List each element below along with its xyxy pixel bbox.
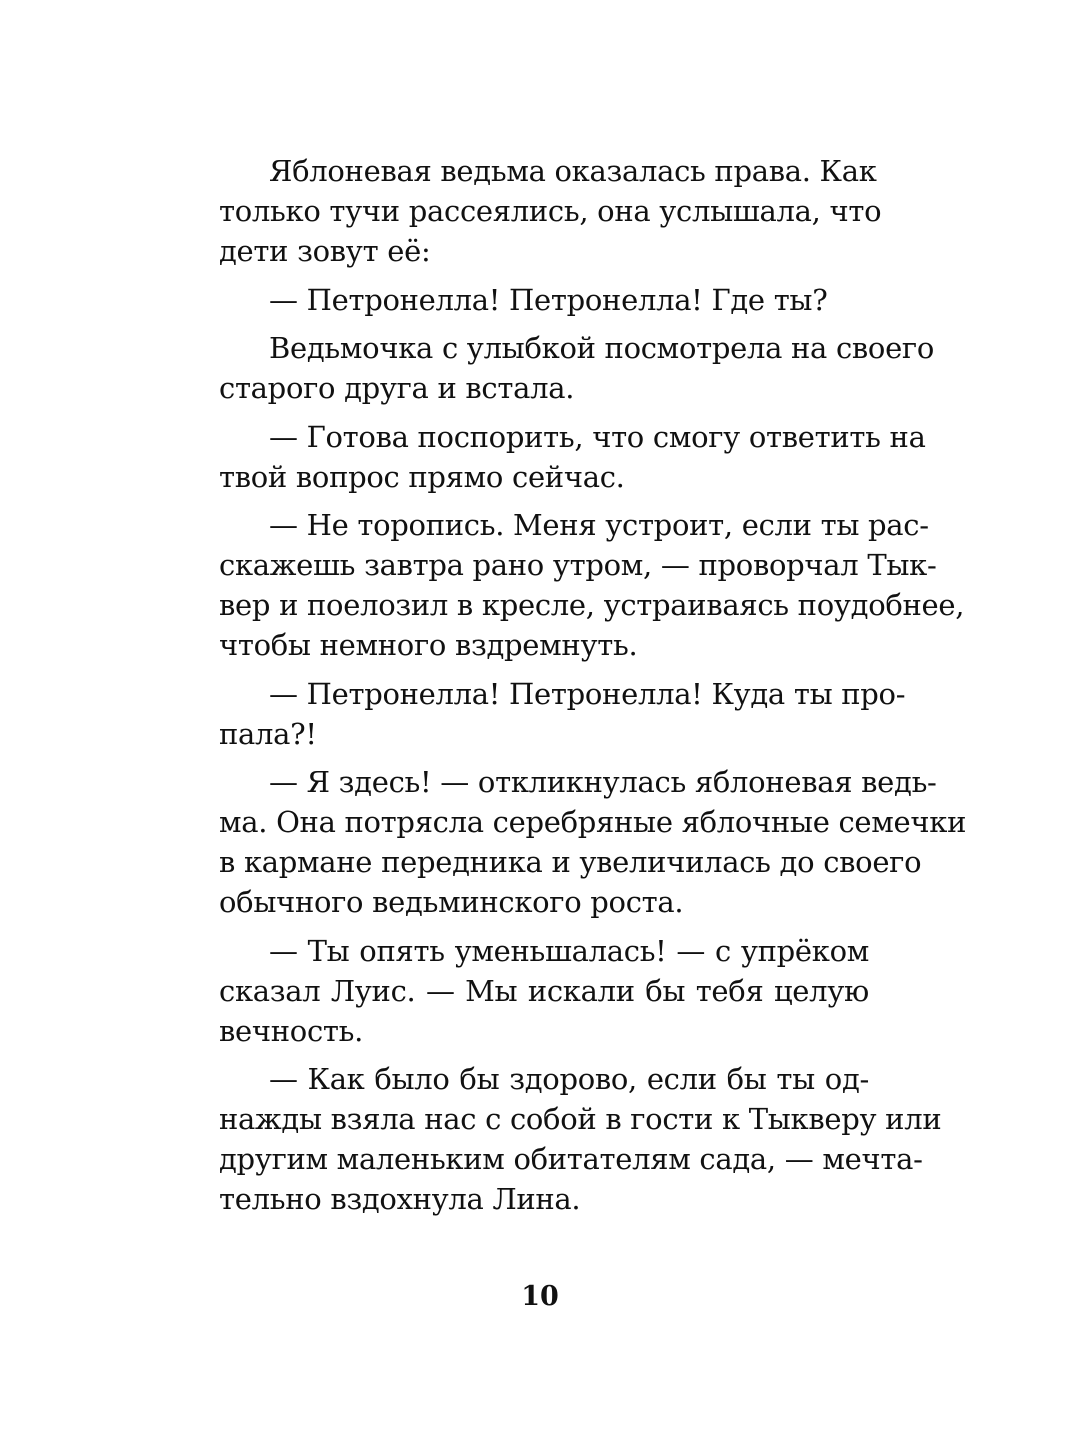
paragraph-8 xyxy=(219,931,869,1051)
paragraph-6 xyxy=(219,674,906,754)
text-line: обычного ведьминского роста. xyxy=(219,885,684,919)
text-line: — Ты опять уменьшалась! — с упрёком xyxy=(269,933,869,968)
page-number: 10 xyxy=(521,1281,559,1312)
text-line: старого друга и встала. xyxy=(219,371,575,405)
text-line: тельно вздохнула Лина. xyxy=(219,1182,581,1216)
paragraph-1 xyxy=(219,151,882,271)
text-line: ма. Она потрясла серебряные яблочные семечки xyxy=(219,805,967,839)
text-line: вечность. xyxy=(219,1013,364,1048)
text-line: — Петронелла! Петронелла! Где ты? xyxy=(269,282,828,317)
text-line: Яблоневая ведьма оказалась права. Как xyxy=(269,154,877,188)
text-line: сказал Луис. — Мы искали бы тебя целую xyxy=(219,973,869,1008)
text-line: дети зовут её: xyxy=(219,234,431,268)
text-line: вер и поелозил в кресле, устраиваясь поудобнее, xyxy=(219,588,965,622)
paragraph-4 xyxy=(219,417,926,497)
body-text xyxy=(219,151,967,1228)
text-line: чтобы немного вздремнуть. xyxy=(219,628,638,662)
text-line: — Я здесь! — откликнулась яблоневая ведь- xyxy=(269,765,937,799)
text-line: пала?! xyxy=(219,716,317,751)
text-line: скажешь завтра рано утром, — проворчал Тык- xyxy=(219,548,937,582)
text-line: твой вопрос прямо сейчас. xyxy=(219,459,625,494)
paragraph-2 xyxy=(219,280,869,320)
paragraph-3 xyxy=(219,328,934,408)
text-line: в кармане передника и увеличилась до своего xyxy=(219,845,922,879)
text-line: другим маленьким обитателям сада, — мечта- xyxy=(219,1142,923,1176)
text-line: — Не торопись. Меня устроит, если ты рас- xyxy=(269,508,929,542)
text-line: нажды взяла нас с собой в гости к Тыкверу или xyxy=(219,1102,942,1136)
paragraph-5 xyxy=(219,505,965,665)
paragraph-7 xyxy=(219,762,967,922)
text-line: — Петронелла! Петронелла! Куда ты про- xyxy=(269,676,906,711)
paragraph-9 xyxy=(219,1059,942,1219)
text-line: только тучи рассеялись, она услышала, что xyxy=(219,194,882,228)
text-line: — Готова поспорить, что смогу ответить на xyxy=(269,419,926,454)
text-line: — Как было бы здорово, если бы ты од- xyxy=(269,1062,869,1096)
text-line: Ведьмочка с улыбкой посмотрела на своего xyxy=(269,331,934,365)
